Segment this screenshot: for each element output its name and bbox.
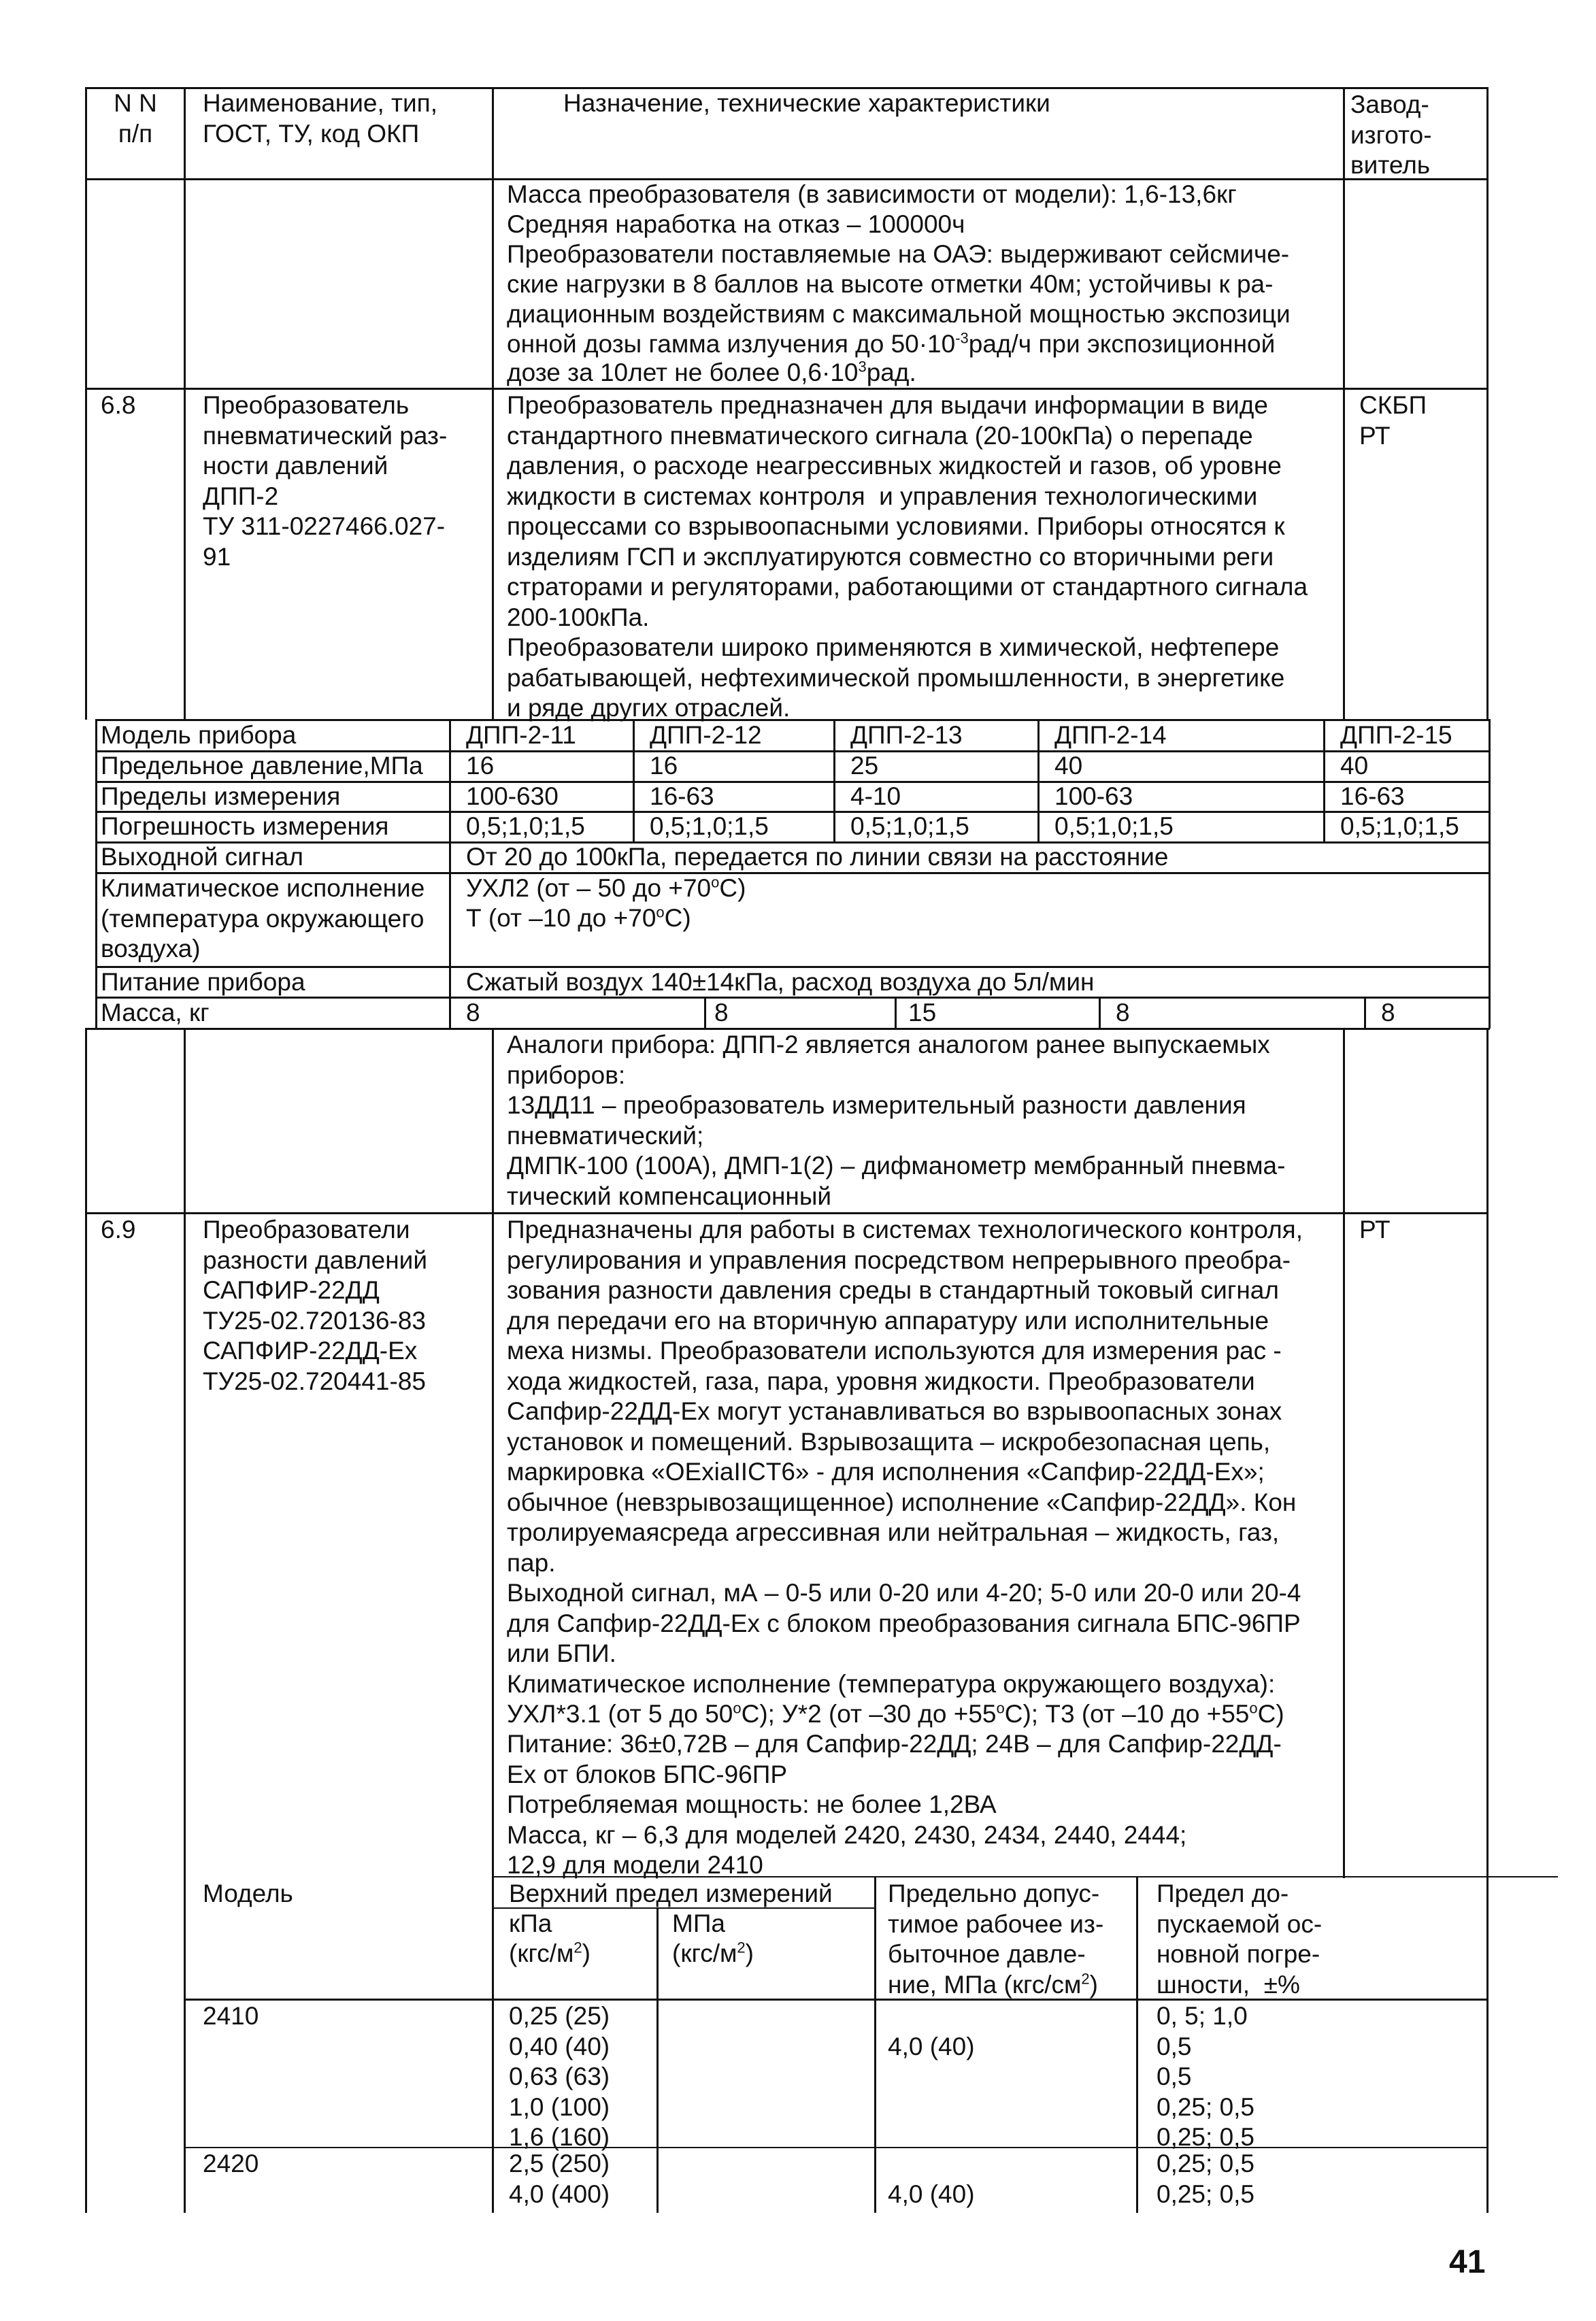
page-number: 41 [1449, 2244, 1486, 2280]
error-header: Предел до- пускаемой ос- новной погре- шности, ±% [1157, 1880, 1323, 1999]
analogs-text: Аналоги прибора: ДПП-2 является аналогом ранее выпускаемых приборов: 13ДД11 – преобразователь измерительный разности давления пневматический; ДМПК-100 (100А), ДМП-1(2) – дифманометр мембранный пневма- тический компенсационный [507, 1031, 1286, 1210]
header-purpose: Назначение, технические характеристики [563, 89, 1050, 117]
model-header: Модель [203, 1880, 293, 1907]
row-label: Предельное давление,МПа [101, 752, 423, 780]
item-description: Предназначены для работы в системах технологического контроля, регулирования и управления посредством непрерывного преобра- зования разности давления среды в стандартный токовый сигнал для передачи его на вторичную аппаратуру или исполнительные меха низмы. Преобразователи используются для измерения рас - хода жидкостей, газа, пара, уровня жидкости. Преобразователи Сапфир-22ДД-Ех могут устанавливаться во взрывоопасных зонах установок и помещений. Взрывозащита – искробезопасная цепь, маркировка «ОЕхiaIICТ6» - для исполнения «Сапфир-22ДД-Ех»; обычное (невзрывозащищенное) исполнение «Сапфир-22ДД». Кон тролируемаясреда агрессивная или нейтральная – жидкость, газ, пар. Выходной сигнал, мА – 0-5 или 0-20 или 4-20; 5-0 или 20-0 или 20-4 для Сапфир-22ДД-Ех с блоком преобразования сигнала БПС-96ПР или БПИ. Климатическое исполнение (температура окружающего воздуха): [507, 1216, 1303, 1698]
table-row-kpa: 0,25 (25) 0,40 (40) 0,63 (63) 1,0 (100) 1,6 (160) [509, 2002, 610, 2151]
climate-line: УХЛ*3.1 (от 5 до $50^оС$); У*2 (от –30 до $+55^оС$); Т3 (от –10 до $+55^оС$) [507, 1699, 1284, 1728]
table-row-error: 0, 5; 1,0 0,5 0,5 0,25; 0,5 0,25; 0,5 [1157, 2002, 1255, 2151]
row-label: Погрешность измерения [101, 812, 389, 840]
row-label: Пределы измерения [101, 782, 341, 810]
item-description: Преобразователь предназначен для выдачи информации в виде стандартного пневматического сигнала (20-100кПа) о перепаде давления, о расходе неагрессивных жидкостей и газов, об уровне жидкости в системах контроля и управления технологическими процессами со взрывоопасными условиями. Приборы относятся к изделиям ГСП и эксплуатируются совместно со вторичными реги страторами и регуляторами, работающими от стандартного сигнала 200-100кПа. Преобразователи широко применяются в химической, нефтепере рабатывающей, нефтехимической промышленности, в энергетике и ряде других отраслей. [507, 391, 1308, 722]
row-label: Выходной сигнал [101, 843, 303, 871]
upper-limit-header: Верхний предел измерений [509, 1880, 833, 1907]
row-label: Питание прибора [101, 968, 305, 996]
table-row-model: 2410 [203, 2002, 259, 2030]
item-manufacturer: РТ [1359, 1216, 1391, 1243]
item-number: 6.8 [101, 391, 136, 419]
overload-header: Предельно допус- тимое рабочее из- быточное давле- ние, МПа $(кгс/см^2)$ [888, 1880, 1104, 1999]
item-number: 6.9 [101, 1216, 136, 1243]
item-description-cont: Питание: 36±0,72В – для Сапфир-22ДД; 24В – для Сапфир-22ДД- Ех от блоков БПС-96ПР Потребляемая мощность: не более 1,2ВА Масса, кг – 6,3 для моделей 2420, 2430, 2434, 2440, 2444; 12,9 для модели 2410 [507, 1730, 1282, 1879]
header-name: Наименование, тип, ГОСТ, ТУ, код ОКП [203, 89, 437, 148]
table-row-error: 0,25; 0,5 0,25; 0,5 [1157, 2150, 1255, 2208]
row-label: Климатическое исполнение (температура окружающего воздуха) [101, 874, 425, 963]
table-row-overload: 4,0 (40) [888, 2180, 975, 2208]
item-manufacturer: СКБП РТ [1359, 391, 1427, 450]
header-nn: N N п/п [114, 89, 157, 148]
table-row-kpa: 2,5 (250) 4,0 (400) [509, 2150, 610, 2208]
row-label: Масса, кг [101, 999, 210, 1026]
item-name: Преобразователь пневматический раз- ности давлений ДПП-2 ТУ 311-0227466.027- 91 [203, 391, 448, 571]
header-manufacturer: Завод- изгото- витель [1350, 90, 1432, 179]
row-label: Модель прибора [101, 721, 297, 749]
table-row-overload: 4,0 (40) [888, 2032, 975, 2060]
table-row-model: 2420 [203, 2150, 259, 2177]
item-name: Преобразователи разности давлений САПФИР-22ДД ТУ25-02.720136-83 САПФИР-22ДД-Ех ТУ25-02.720441-85 [203, 1216, 428, 1395]
document-page: N N п/п Наименование, тип, ГОСТ, ТУ, код ОКП Назначение, технические характеристики Завод- изгото- витель Масса преобразователя (в зависимости от модели): 1,6-13,6кг Средняя наработка на отказ – 100000ч Преобразователи поставляемые на ОАЭ: выдерживают сейсмиче- ские нагрузки в 8 баллов на высоте отметки 40м; устойчивы к ра- диационным воздействиям с максимальной мощностью экспозици онной дозы гамма излучения до $50\cdot 10^{-3}рад/ч$ при экспозиционной дозе за 10лет не более $0,6\cdot 10^3рад$. 6.8 Преобразователь пневматический раз- ности давлений ДПП-2 ТУ 311-0227466.027- 91 Преобразователь предназначен для выдачи информации в виде стандартного пневматического сигнала (20-100кПа) о перепаде давления, о расходе неагрессивных жидкостей и газов, об уровне жидкости в системах контроля и управления технологическими процессами со взрывоопасными условиями. Приборы относятся к изделиям ГСП и эксплуатируются совместно со вторичными реги страторами и регуляторами, работающими от стандартного сигнала 200-100кПа. Преобразователи широко применяются в химической, нефтепере рабатывающей, нефтехимической промышленности, в энергетике и ряде других отраслей. СКБП РТ Модель прибора ДПП-2-11 ДПП-2-12 ДПП-2-13 ДПП-2-14 ДПП-2-15 Предельное давление,МПа 16 16 25 40 40 Пределы измерения 100-630 16-63 4-10 100-63 16-63 Погрешность измерения 0,5;1,0;1,5 0,5;1,0;1,5 0,5;1,0;1,5 0,5;1,0;1,5 0,5;1,0;1,5 Выходной сигнал От 20 до 100кПа, передается по линии связи на расстояние Климатическое исполнение (температура окружающего воздуха) УХЛ2 (от – 50 до $+70^оС$) Т (от –10 до $+70^оС$) Питание прибора Сжатый воздух 140±14кПа, расход воздуха до 5л/мин Масса, кг 8 8 15 8 8 Аналоги прибора: ДПП-2 является аналогом ранее выпускаемых приборов: 13ДД11 – преобразователь измерительный разности давления пневматический; ДМПК-100 (100А), ДМП-1(2) – дифманометр мембранный пневма- тический компенсационный 6.9 Преобразователи разности давлений САПФИР-22ДД ТУ25-02.720136-83 САПФИР-22ДД-Ех ТУ25-02.720441-85 Предназначены для работы в системах технологического контроля, регулирования и управления посредством непрерывного преобра- зования разности давления среды в стандартный токовый сигнал для передачи его на вторичную аппаратуру или исполнительные меха низмы. Преобразователи используются для измерения рас - хода жидкостей, газа, пара, уровня жидкости. Преобразователи Сапфир-22ДД-Ех могут устанавливаться во взрывоопасных зонах установок и помещений. Взрывозащита – искробезопасная цепь, маркировка «ОЕхiaIICТ6» - для исполнения «Сапфир-22ДД-Ех»; обычное (невзрывозащищенное) исполнение «Сапфир-22ДД». Кон тролируемаясреда агрессивная или нейтральная – жидкость, газ, пар. Выходной сигнал, мА – 0-5 или 0-20 или 4-20; 5-0 или 20-0 или 20-4 для Сапфир-22ДД-Ех с блоком преобразования сигнала БПС-96ПР или БПИ. Климатическое исполнение (температура окружающего воздуха): УХЛ*3.1 (от 5 до $50^оС$); У*2 (от –30 до $+55^оС$); Т3 (от –10 до $+55^оС$) Питание: 36±0,72В – для Сапфир-22ДД; 24В – для Сапфир-22ДД- Ех от блоков БПС-96ПР Потребляемая мощность: не более 1,2ВА Масса, кг – 6,3 для моделей 2420, 2430, 2434, 2440, 2444; 12,9 для модели 2410 РТ Модель Верхний предел измерений кПа $(кгс/м^2)$ МПа $(кгс/м^2)$ Предельно допус- тимое рабочее из- быточное давле- ние, МПа $(кгс/см^2)$ Предел до- пускаемой ос- новной погре- шности, ±% 2410 0,25 (25) 0,40 (40) 0,63 (63) 1,0 (100) 1,6 (160) 4,0 (40) 0, 5; 1,0 0,5 0,5 0,25; 0,5 0,25; 0,5 2420 2,5 (250) 4,0 (400) 4,0 (40) 0,25; 0,5 0,25; 0,5 41 [0, 0, 1596, 2321]
